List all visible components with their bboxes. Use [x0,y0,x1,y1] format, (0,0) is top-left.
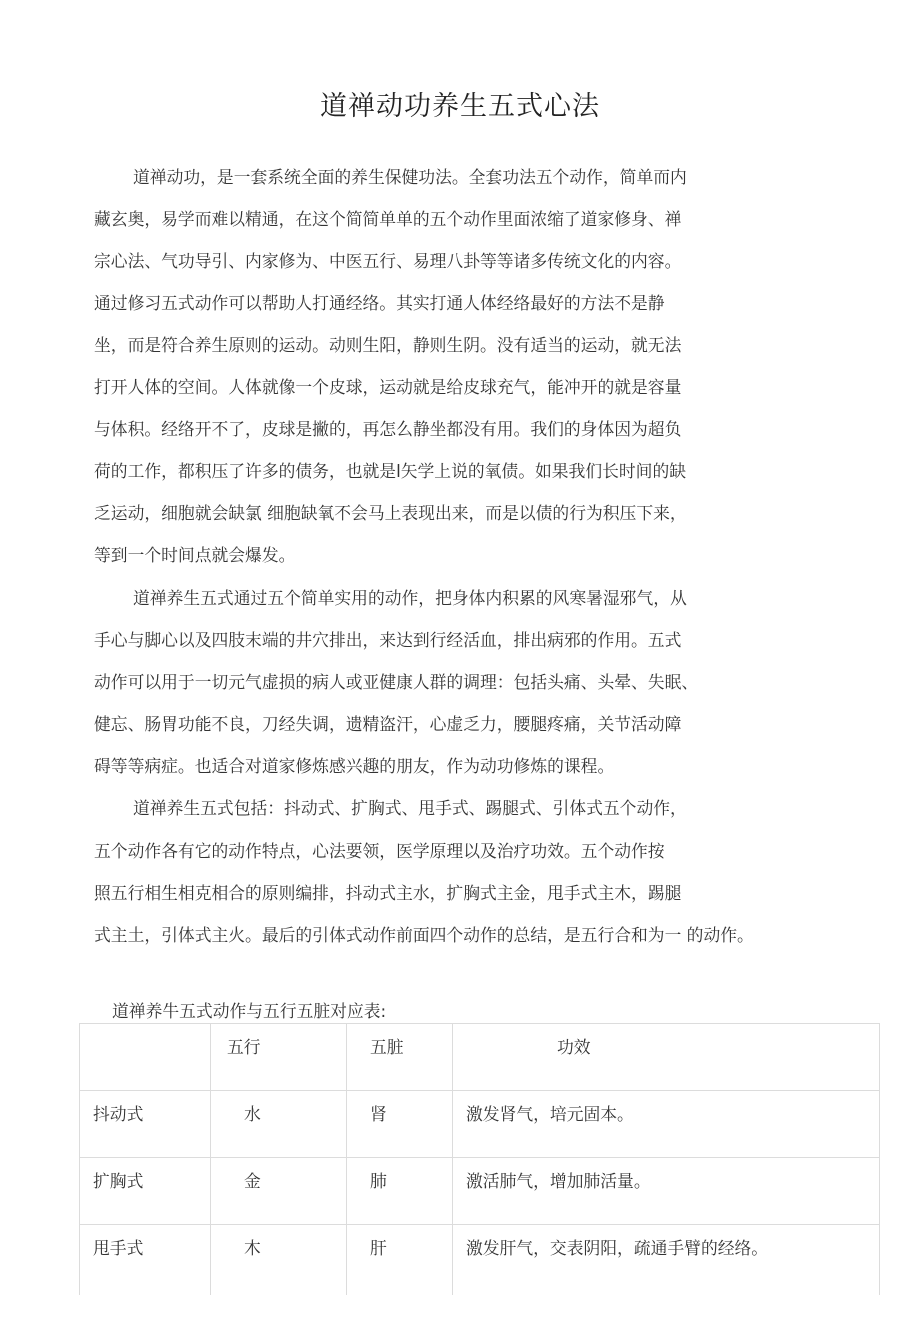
paragraph-3-line: 道禅养生五式包括：抖动式、扩胸式、甩手式、踢腿式、引体式五个动作， [133,798,687,818]
paragraph-1-line: 坐，而是符合养生原则的运动。动则生阳，静则生阴。没有适当的运动，就无法 [94,335,682,355]
paragraph-3-line: 五个动作各有它的动作特点，心法要领，医学原理以及治疗功效。五个动作按 [94,841,665,861]
page-title: 道禅动功养生五式心法 [320,91,600,122]
table-header-cell [80,1024,211,1091]
paragraph-2-line: 道禅养生五式通过五个简单实用的动作，把身体内积累的风寒暑湿邪气，从 [133,588,687,608]
table-row [80,1225,880,1296]
paragraph-1-line: 等到一个时间点就会爆发。 [94,545,296,565]
table-cell: 肺 [347,1158,453,1225]
paragraph-1-line: 通过修习五式动作可以帮助人打通经络。其实打通人体经络最好的方法不是静 [94,293,665,313]
paragraph-2-line: 健忘、肠胃功能不良，刀经失调，遗精盗汗，心虚乏力，腰腿疼痛，关节活动障 [94,714,682,734]
table-cell: 激活肺气，增加肺活量。 [453,1158,880,1225]
paragraph-1-line: 乏运动，细胞就会缺氯 细胞缺氧不会马上表现出来，而是以债的行为积压下来， [94,503,687,523]
table-cell: 肝 [347,1225,453,1296]
table-cell: 甩手式 [80,1225,211,1296]
table-cell: 激发肾气，培元固本。 [453,1091,880,1158]
paragraph-2-line: 手心与脚心以及四肢末端的井穴排出，来达到行经活血，排出病邪的作用。五式 [94,630,682,650]
paragraph-1-line: 打开人体的空间。人体就像一个皮球，运动就是给皮球充气，能冲开的就是容量 [94,377,682,397]
table-row [80,1091,880,1158]
paragraph-1-line: 藏玄奥，易学而难以精通，在这个简简单单的五个动作里面浓缩了道家修身、禅 [94,209,682,229]
paragraph-1-line: 荷的工作，都积压了许多的债务，也就是l矢学上说的氧债。如果我们长时间的缺 [94,461,687,481]
table-cell: 水 [211,1091,347,1158]
table-header-row [80,1024,880,1091]
paragraph-1-line: 道禅动功，是一套系统全面的养生保健功法。全套功法五个动作，简单而内 [133,167,687,187]
table-cell: 金 [211,1158,347,1225]
paragraph-3-line: 式主土，引体式主火。最后的引体式动作前面四个动作的总结，是五行合和为一 的动作。 [94,925,754,945]
table-cell: 激发肝气，交表阴阳，疏通手臂的经络。 [453,1225,880,1296]
paragraph-3-line: 照五行相生相克相合的原则编排，抖动式主水，扩胸式主金，甩手式主木，踢腿 [94,883,682,903]
table-cell: 木 [211,1225,347,1296]
table-caption: 道禅养牛五式动作与五行五脏对应表: [112,1001,387,1021]
paragraph-2-line: 动作可以用于一切元气虚损的病人或亚健康人群的调理：包括头痛、头晕、失眠、 [94,672,699,692]
paragraph-1-line: 与体积。经络开不了，皮球是撇的，再怎么静坐都没有用。我们的身体因为超负 [94,419,682,439]
table-cell: 扩胸式 [80,1158,211,1225]
correspondence-table [79,1023,880,1295]
paragraph-1-line: 宗心法、气功导引、内家修为、中医五行、易理八卦等等诸多传统文化的内容。 [94,251,682,271]
table-header-cell: 五行 [211,1024,347,1091]
table-cell: 肾 [347,1091,453,1158]
table-header-cell: 功效 [453,1024,880,1091]
table-header-cell: 五脏 [347,1024,453,1091]
paragraph-2-line: 碍等等病症。也适合对道家修炼感兴趣的朋友，作为动功修炼的课程。 [94,756,615,776]
table-row [80,1158,880,1225]
table-cell: 抖动式 [80,1091,211,1158]
